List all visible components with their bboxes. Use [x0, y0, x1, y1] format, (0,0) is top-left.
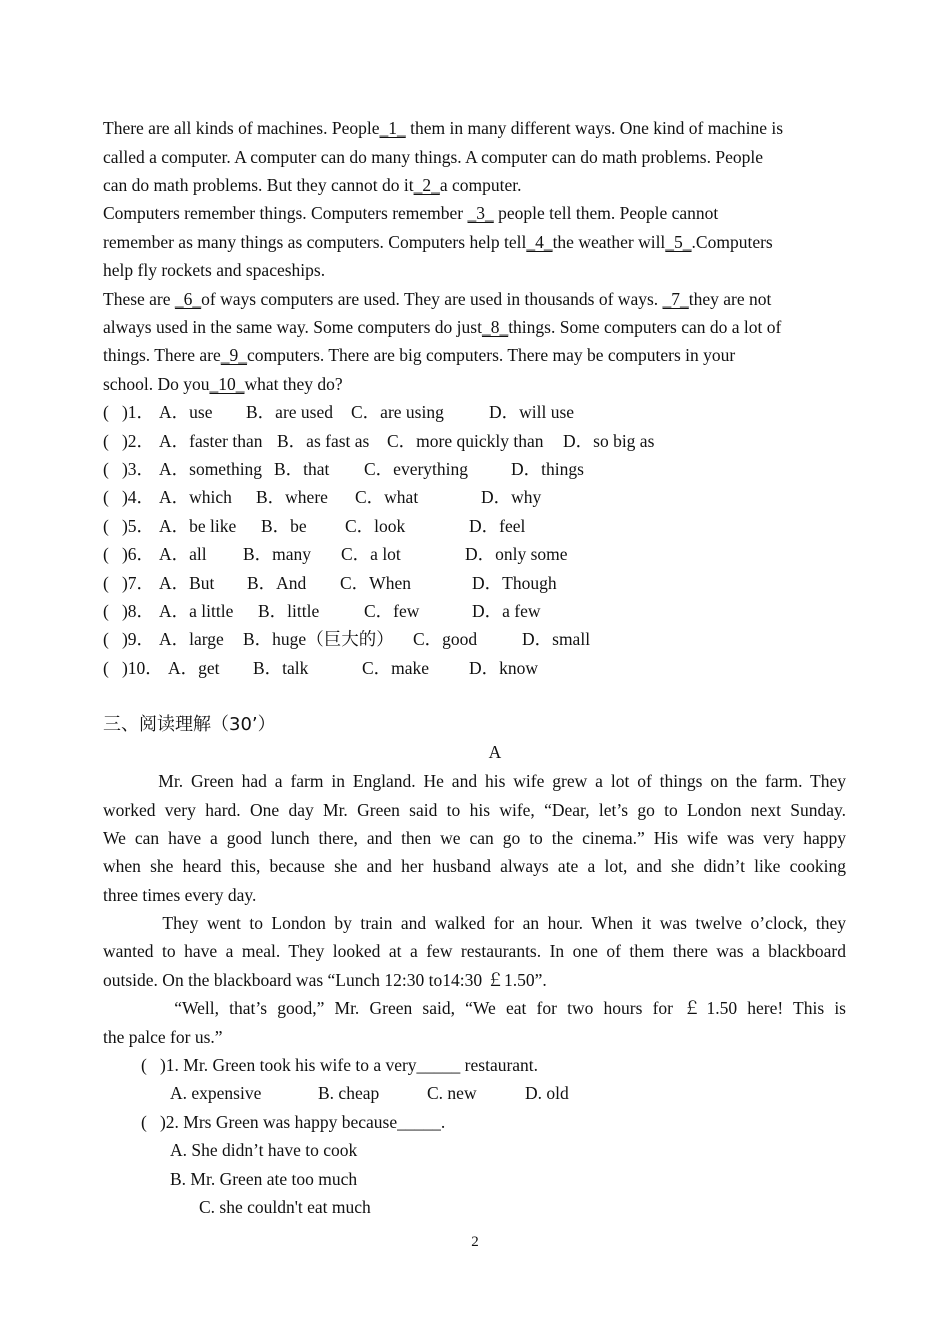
cloze-question-3: ( )3． A．something B．that C．everything D．things [103, 459, 584, 479]
passage-line-8: outside. On the blackboard was “Lunch 12:30 to14:30 ￡1.50”. [103, 970, 547, 990]
reading-question-1: ( )1. Mr. Green took his wife to a very_____ restaurant. [141, 1055, 539, 1075]
blank-10: _10_ [209, 374, 245, 394]
reading-question-2-option-b: B. Mr. Green ate too much [170, 1169, 358, 1189]
passage-line-2: worked very hard. One day Mr. Green said to his wife, “Dear, let’s go to London next Sunday. [103, 800, 846, 820]
cloze-question-2: ( )2． A．faster than B．as fast as C．more quickly than D．so big as [103, 431, 655, 451]
passage-line-10: the palce for us.” [103, 1027, 223, 1047]
cloze-line-7: These are _6_of ways computers are used. They are used in thousands of ways. _7_they are not [103, 289, 772, 309]
blank-5: _5_ [665, 232, 692, 252]
blank-7: _7_ [662, 289, 689, 309]
cloze-line-4: Computers remember things. Computers remember _3_ people tell them. People cannot [103, 203, 719, 223]
passage-line-3: We can have a good lunch there, and then we can go to the cinema.” His wife was very happy [103, 828, 846, 848]
cloze-question-7: ( )7． A．But B．And C．When D．Though [103, 573, 557, 593]
cloze-line-6: help fly rockets and spaceships. [103, 260, 326, 280]
cloze-line-1: There are all kinds of machines. People_1_ them in many different ways. One kind of machine is [103, 118, 784, 138]
passage-line-5: three times every day. [103, 885, 257, 905]
passage-label: A [488, 742, 502, 762]
cloze-question-10: ( )10． A．get B．talk C．make D．know [103, 658, 539, 678]
blank-8: _8_ [481, 317, 509, 337]
section-heading: 三、阅读理解（30’） [103, 714, 276, 735]
cloze-line-10: school. Do you_10_what they do? [103, 374, 343, 394]
cloze-line-3: can do math problems. But they cannot do it_2_a computer. [103, 175, 522, 195]
reading-question-2: ( )2. Mrs Green was happy because_____. [141, 1112, 446, 1132]
blank-3: _3_ [467, 203, 494, 223]
blank-4: _4_ [526, 232, 553, 252]
blank-9: _9_ [220, 345, 248, 365]
cloze-question-4: ( )4． A．which B．where C．what D．why [103, 487, 542, 507]
cloze-question-1: ( )1． A．use B．are used C．are using D．will use [103, 402, 575, 422]
reading-question-2-option-a: A. She didn’t have to cook [170, 1140, 358, 1160]
blank-2: _2_ [413, 175, 440, 195]
passage-line-7: wanted to have a meal. They looked at a few restaurants. In one of them there was a blackboard [103, 941, 846, 961]
passage-line-4: when she heard this, because she and her husband always ate a lot, and she didn’t like cooking [103, 856, 846, 876]
cloze-question-8: ( )8． A．a little B．little C．few D．a few [103, 601, 541, 621]
passage-line-1: Mr. Green had a farm in England. He and his wife grew a lot of things on the farm. They [103, 771, 846, 791]
reading-question-2-option-c: C. she couldn't eat much [199, 1197, 371, 1217]
cloze-question-9: ( )9． A．large B．huge（巨大的） C．good D．small [103, 629, 591, 649]
page-number: 2 [471, 1234, 479, 1250]
cloze-question-6: ( )6． A．all B．many C．a lot D．only some [103, 544, 568, 564]
passage-line-9: “Well, that’s good,” Mr. Green said, “We eat for two hours for ￡1.50 here! This is [103, 998, 846, 1018]
passage-line-6: They went to London by train and walked for an hour. When it was twelve o’clock, they [103, 913, 846, 933]
cloze-line-5: remember as many things as computers. Computers help tell_4_the weather will_5_.Computers [103, 232, 773, 252]
blank-1: _1_ [379, 118, 406, 138]
cloze-question-5: ( )5． A．be like B．be C．look D．feel [103, 516, 526, 536]
cloze-line-8: always used in the same way. Some computers do just_8_things. Some computers can do a lot of [103, 317, 782, 337]
blank-6: _6_ [174, 289, 202, 309]
cloze-line-2: called a computer. A computer can do many things. A computer can do math problems. People [103, 147, 763, 167]
reading-question-1-options: A. expensive B. cheap C. new D. old [170, 1083, 569, 1103]
cloze-line-9: things. There are_9_computers. There are big computers. There may be computers in your [103, 345, 736, 365]
